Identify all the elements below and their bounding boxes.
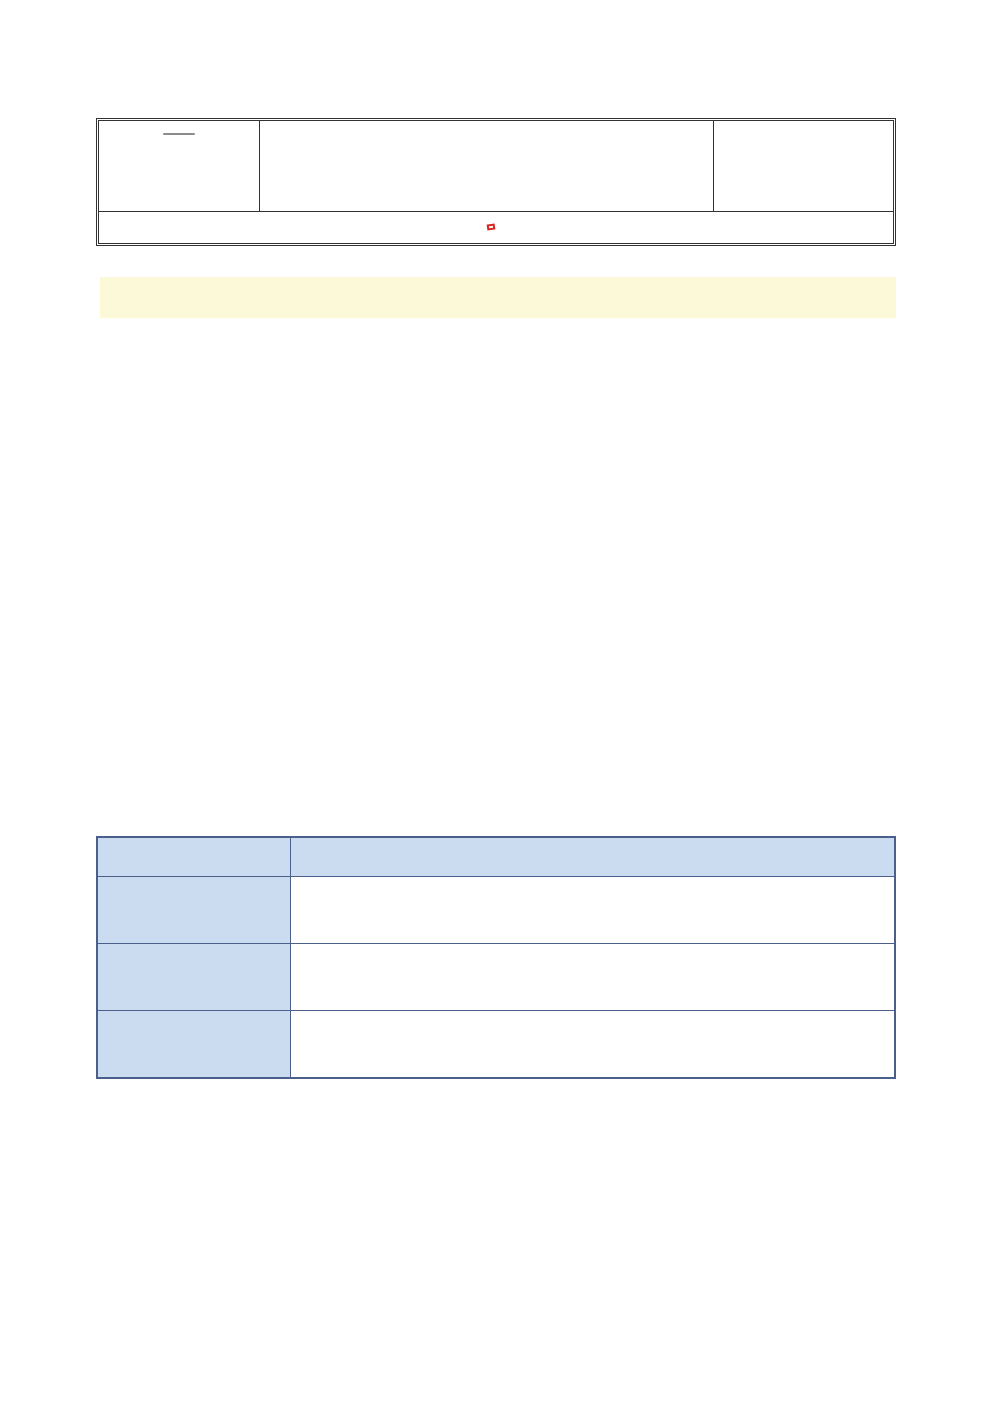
department-info bbox=[714, 121, 893, 211]
table-row bbox=[97, 944, 895, 1011]
table-header-row bbox=[97, 837, 895, 877]
choice-2-field[interactable] bbox=[291, 944, 896, 1011]
motto-tag bbox=[163, 133, 195, 135]
choice-3-field[interactable] bbox=[291, 1011, 896, 1079]
table-row bbox=[97, 1011, 895, 1079]
newsletter-title bbox=[259, 121, 714, 211]
preference-table bbox=[96, 836, 896, 1079]
school-slogan bbox=[99, 211, 893, 243]
table-corner-cell bbox=[97, 837, 291, 877]
notice-title bbox=[100, 277, 896, 318]
table-header-school bbox=[291, 837, 896, 877]
choice-1-label bbox=[97, 877, 291, 944]
choice-3-label bbox=[97, 1011, 291, 1079]
table-row bbox=[97, 877, 895, 944]
notice-body bbox=[96, 355, 896, 386]
newsletter-header bbox=[96, 118, 896, 246]
school-motto bbox=[99, 121, 260, 211]
innovation-school-stamp bbox=[487, 223, 496, 230]
choice-2-label bbox=[97, 944, 291, 1011]
header-top-row bbox=[99, 121, 893, 212]
choice-1-field[interactable] bbox=[291, 877, 896, 944]
